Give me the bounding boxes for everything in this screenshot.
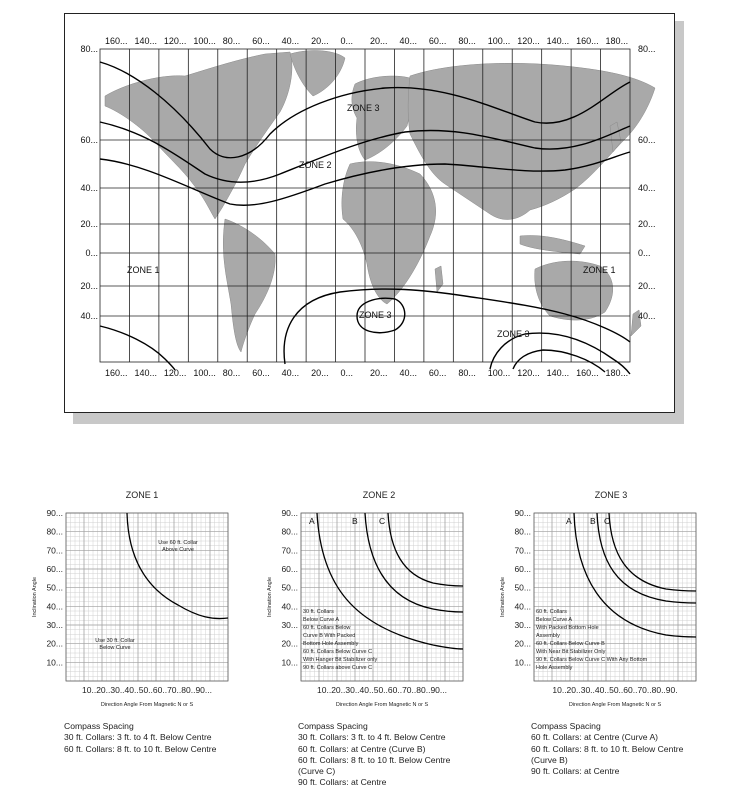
chart2-title: ZONE 2 <box>362 490 396 500</box>
map-top-label: 80... <box>222 36 241 46</box>
chart3-spacing-line-1: 60 ft. Collars: at Centre (Curve A) <box>531 732 659 743</box>
map-top-label: 100... <box>193 36 216 46</box>
south-america-landmass <box>223 219 275 352</box>
map-left-label: 20... <box>80 219 98 229</box>
zone3-chart <box>496 505 716 715</box>
note-below-curve: Use 30 ft. Collar <box>95 638 135 644</box>
y-tick-label: 70... <box>514 545 531 556</box>
chart3-spacing-line-3: (Curve B) <box>531 754 568 765</box>
zone2-legend-line: 60 ft. Collars Below Curve C <box>303 649 373 655</box>
map-bottom-label: 100... <box>193 368 216 378</box>
y-tick-label: 90... <box>46 508 63 518</box>
y-tick-label: 20... <box>514 638 531 649</box>
zone1-curve <box>127 513 228 619</box>
y-tick-label: 10... <box>514 657 531 668</box>
map-right-label: 80... <box>638 44 656 54</box>
y-tick-label: 30... <box>281 620 298 630</box>
map-top-label: 120... <box>163 36 187 46</box>
x-tick-labels: 10..20..30..40..50..60..70..80..90... <box>82 685 212 695</box>
curve-label-c: C <box>379 516 386 526</box>
x-tick-labels: 10..20..30..40..50..60..70..80..90... <box>317 685 447 695</box>
map-right-label: 40... <box>638 183 656 193</box>
y-axis-label: Inclination Angle <box>32 576 38 618</box>
map-bottom-label: 40... <box>281 368 300 378</box>
y-tick-label: 70... <box>46 545 63 556</box>
map-bottom-label: 160... <box>105 368 128 378</box>
map-top-label: 40... <box>399 36 417 46</box>
zone1-west-label: ZONE 1 <box>127 265 160 275</box>
map-right-label: 0... <box>638 248 651 258</box>
map-top-label: 0... <box>340 36 354 46</box>
madagascar-landmass <box>435 266 443 292</box>
zone2-curve-c <box>388 513 463 586</box>
chart2-spacing-line-5: 90 ft. Collars: at Centre <box>298 777 387 788</box>
map-top-label: 140... <box>134 36 157 46</box>
chart-minor-grid <box>534 513 696 681</box>
zone3-legend-line: 60 ft. Collars <box>536 609 567 615</box>
map-bottom-label: 80... <box>222 368 241 378</box>
map-bottom-label: 140... <box>134 368 157 378</box>
chart1-spacing <box>64 721 216 755</box>
map-top-label: 20... <box>370 36 388 46</box>
map-top-label: 180... <box>605 36 629 46</box>
y-tick-label: 10... <box>46 657 63 668</box>
zone2-legend-line: 90 ft. Collars above Curve C <box>303 665 373 671</box>
y-tick-label: 80... <box>514 526 531 537</box>
map-bottom-label: 60... <box>428 368 447 378</box>
chart1-spacing-line-1: 30 ft. Collars: 3 ft. to 4 ft. Below Centre <box>64 732 212 743</box>
zone3-legend-line: With Packed Bottom Hole <box>536 625 599 631</box>
y-axis-label: Inclination Angle <box>267 576 273 618</box>
zone2-legend-line: 60 ft. Collars Below <box>303 625 351 631</box>
map-left-label: 0... <box>85 248 98 258</box>
map-bottom-label: 140... <box>546 368 570 378</box>
map-right-label: 20... <box>638 281 656 291</box>
x-axis-label: Direction Angle From Magnetic N or S <box>335 702 429 708</box>
zone3-legend-line: Assembly <box>536 633 560 639</box>
chart1-spacing-line-2: 60 ft. Collars: 8 ft. to 10 ft. Below Centre <box>64 743 217 754</box>
zone3-legend-line: 90 ft. Collars Below Curve C With Any Bottom <box>536 657 648 663</box>
zone2-chart <box>263 505 483 715</box>
zone3-south-australia-label: ZONE 3 <box>497 329 530 339</box>
zone3-legend-line: With Near Bit Stabilizer Only <box>536 649 606 655</box>
zone2-legend-line: Bottom Hole Assembly <box>303 641 359 647</box>
zone3-legend-line: Hole Assembly <box>536 665 573 671</box>
map-top-label: 60... <box>428 36 447 46</box>
curve-label-c: C <box>604 516 611 526</box>
zone2-label: ZONE 2 <box>299 160 332 170</box>
x-axis-label: Direction Angle From Magnetic N or S <box>568 702 662 708</box>
world-map <box>65 14 676 414</box>
y-tick-label: 30... <box>46 620 63 630</box>
note-above-curve: Use 60 ft. Collar <box>158 540 198 546</box>
curve-label-b: B <box>590 516 596 526</box>
zone3-legend-line: 60 ft. Collars Below Curve B <box>536 641 605 647</box>
zone3-south-africa-label: ZONE 3 <box>359 310 392 320</box>
southwest-boundary <box>100 326 175 370</box>
map-bottom-label: 20... <box>370 368 388 378</box>
map-top-label: 140... <box>546 36 570 46</box>
zone1-chart <box>28 505 248 715</box>
chart-minor-grid <box>301 513 463 681</box>
note-below-curve: Below Curve <box>99 645 131 651</box>
chart2-spacing-line-2: 60 ft. Collars: at Centre (Curve B) <box>298 743 426 754</box>
map-top-label: 160... <box>105 36 128 46</box>
y-tick-label: 40... <box>514 601 531 612</box>
zone3-north-label: ZONE 3 <box>347 103 380 113</box>
curve-label-a: A <box>566 516 572 526</box>
zone2-legend-line: Curve B With Packed <box>303 633 356 639</box>
y-tick-label: 40... <box>281 601 298 612</box>
zone1-east-label: ZONE 1 <box>583 265 616 275</box>
y-tick-label: 60... <box>514 564 531 574</box>
map-bottom-label: 100... <box>487 368 511 378</box>
map-top-label: 80... <box>458 36 476 46</box>
map-bottom-label: 160... <box>576 368 599 378</box>
y-tick-label: 30... <box>514 620 531 630</box>
zone2-legend-line: 30 ft. Collars <box>303 609 334 615</box>
x-axis-label: Direction Angle From Magnetic N or S <box>100 702 194 708</box>
chart3-title: ZONE 3 <box>594 490 628 500</box>
map-top-label: 40... <box>281 36 300 46</box>
y-tick-label: 90... <box>281 508 298 518</box>
y-tick-label: 60... <box>46 564 63 574</box>
curve-label-b: B <box>352 516 358 526</box>
zone3-curve-c <box>609 513 696 591</box>
map-left-label: 60... <box>80 135 98 145</box>
y-tick-label: 80... <box>281 526 298 537</box>
map-right-label: 20... <box>638 219 656 229</box>
map-bottom-label: 80... <box>458 368 476 378</box>
map-left-label: 40... <box>80 183 98 193</box>
africa-landmass <box>342 162 436 304</box>
chart3-spacing <box>531 721 683 777</box>
chart2-spacing-line-4: (Curve C) <box>298 766 336 777</box>
map-top-label: 160... <box>576 36 599 46</box>
zone3-legend-line: Below Curve A <box>536 617 573 623</box>
y-tick-label: 40... <box>46 601 63 612</box>
chart1-spacing-title: Compass Spacing <box>64 721 134 731</box>
map-left-label: 40... <box>80 311 98 321</box>
map-top-label: 120... <box>517 36 540 46</box>
map-right-label: 60... <box>638 135 656 145</box>
y-axis-label: Inclination Angle <box>500 576 506 618</box>
map-bottom-label: 20... <box>311 368 329 378</box>
continents <box>105 51 655 352</box>
chart3-spacing-line-4: 90 ft. Collars: at Centre <box>531 766 620 777</box>
y-tick-label: 50... <box>281 582 298 593</box>
chart2-spacing-line-3: 60 ft. Collars: 8 ft. to 10 ft. Below Centre <box>298 754 451 765</box>
map-top-label: 20... <box>311 36 329 46</box>
greenland-landmass <box>290 51 345 96</box>
chart-minor-grid <box>66 513 228 681</box>
map-bottom-label: 60... <box>252 368 270 378</box>
y-tick-label: 60... <box>281 564 298 574</box>
chart3-spacing-line-2: 60 ft. Collars: 8 ft. to 10 ft. Below Centre <box>531 743 684 754</box>
y-tick-label: 10... <box>281 657 298 668</box>
chart2-spacing <box>298 721 450 789</box>
chart2-spacing-line-1: 30 ft. Collars: 3 ft. to 4 ft. Below Centre <box>298 732 446 743</box>
zone2-legend-line: Below Curve A <box>303 617 340 623</box>
map-top-label: 100... <box>487 36 511 46</box>
x-tick-labels: 10..20..30..40..50..60..70..80..90. <box>552 685 678 695</box>
map-right-label: 40... <box>638 311 656 321</box>
indonesia-landmass <box>520 235 585 254</box>
y-tick-label: 90... <box>514 508 531 518</box>
map-bottom-label: 40... <box>399 368 417 378</box>
chart3-spacing-title: Compass Spacing <box>531 721 601 731</box>
curve-label-a: A <box>309 516 315 526</box>
y-tick-label: 50... <box>46 582 63 593</box>
y-tick-label: 20... <box>281 638 298 649</box>
map-top-label: 60... <box>252 36 270 46</box>
map-left-label: 20... <box>80 281 98 291</box>
map-left-label: 80... <box>80 44 98 54</box>
note-above-curve: Above Curve <box>162 547 194 553</box>
y-tick-label: 50... <box>514 582 531 593</box>
map-bottom-label: 180... <box>605 368 629 378</box>
chart1-title: ZONE 1 <box>125 490 159 500</box>
world-map-frame <box>64 13 675 413</box>
map-bottom-label: 120... <box>517 368 540 378</box>
map-bottom-label: 0... <box>340 368 354 378</box>
y-tick-label: 20... <box>46 638 63 649</box>
zone2-legend-line: With Hanger Bit Stabilizer only <box>303 657 378 663</box>
map-bottom-label: 120... <box>163 368 187 378</box>
chart2-spacing-title: Compass Spacing <box>298 721 368 731</box>
y-tick-label: 80... <box>46 526 63 537</box>
y-tick-label: 70... <box>281 545 298 556</box>
